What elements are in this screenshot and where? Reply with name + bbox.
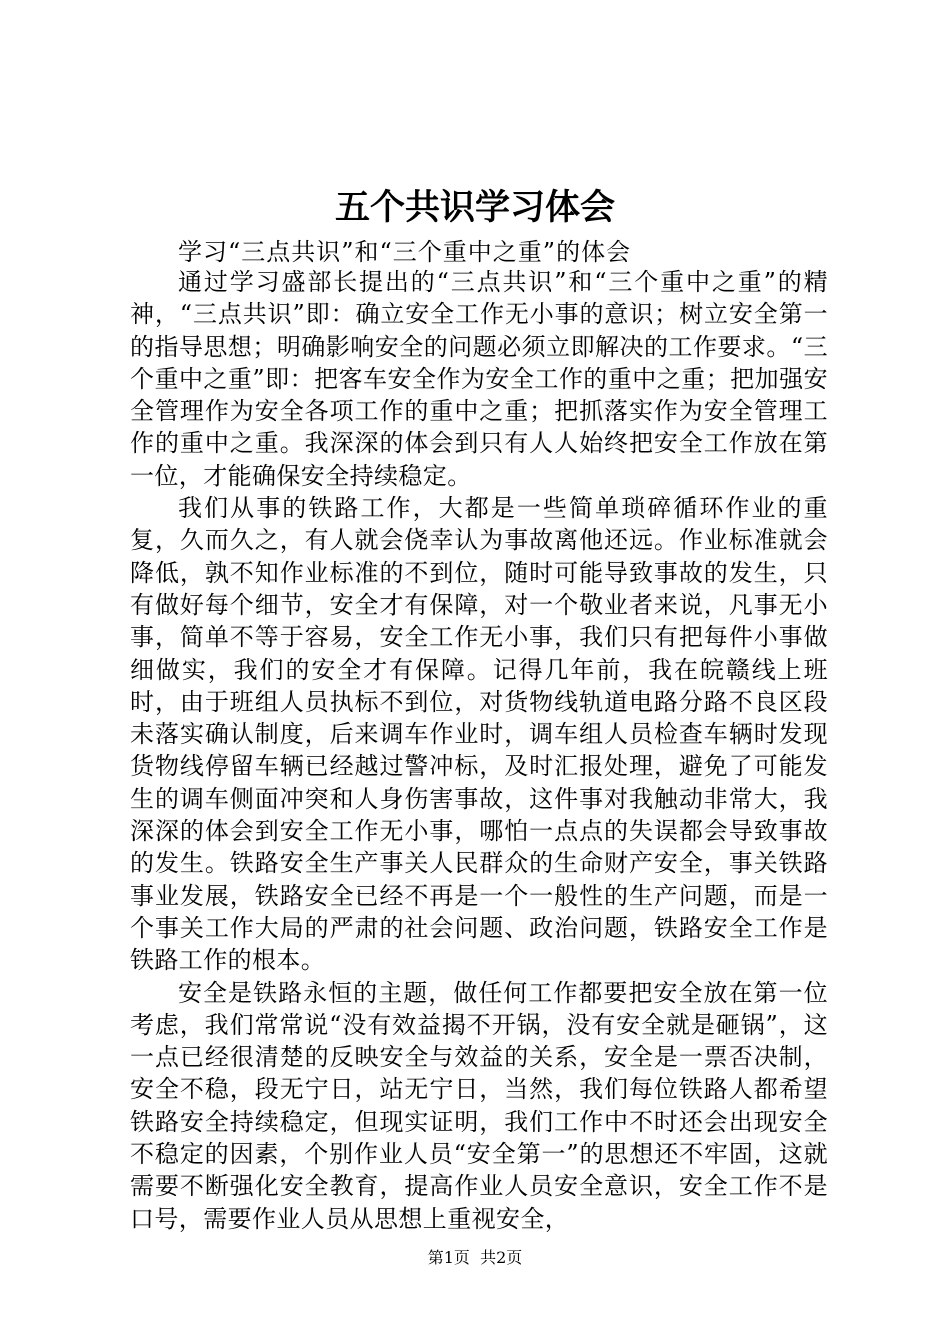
document-title: 五个共识学习体会 [334, 187, 615, 228]
paragraph: 通过学习盛部长提出的“三点共识”和“三个重中之重”的精神，“三点共识”即：确立安全工作无小事的意识；树立安全第一的指导思想；明确影响安全的问题必须立即解决的工作要求。“三个重中之重”即：把客车安全作为安全工作的重中之重；把加强安全管理作为安全各项工作的重中之重；把抓落实作为安全管理工作的重中之重。我深深的体会到只有人人始终把安全工作放在第一位，才能确保安全持续稳定。 [130, 268, 828, 490]
document-subtitle: 学习“三点共识”和“三个重中之重”的体会 [178, 238, 632, 266]
document-body [130, 266, 828, 1235]
paragraph: 我们从事的铁路工作，大都是一些简单琐碎循环作业的重复，久而久之，有人就会侥幸认为事故离他还远。作业标准就会降低，孰不知作业标准的不到位，随时可能导致事故的发生，只有做好每个细节，安全才有保障，对一个敬业者来说，凡事无小事，简单不等于容易，安全工作无小事，我们只有把每件小事做细做实，我们的安全才有保障。记得几年前，我在皖赣线上班时，由于班组人员执标不到位，对货物线轨道电路分路不良区段未落实确认制度，后来调车作业时，调车组人员检查车辆时发现货物线停留车辆已经越过警冲标，及时汇报处理，避免了可能发生的调车侧面冲突和人身伤害事故，这件事对我触动非常大，我深深的体会到安全工作无小事，哪怕一点点的失误都会导致事故的发生。铁路安全生产事关人民群众的生命财产安全，事关铁路事业发展，铁路安全已经不再是一个一般性的生产问题，而是一个事关工作大局的严肃的社会问题、政治问题，铁路安全工作是铁路工作的根本。 [130, 494, 828, 975]
page-number-footer: 第1页 共2页 [427, 1248, 523, 1267]
paragraph: 安全是铁路永恒的主题，做任何工作都要把安全放在第一位考虑，我们常常说“没有效益揭不开锅，没有安全就是砸锅”，这一点已经很清楚的反映安全与效益的关系，安全是一票否决制，安全不稳，段无宁日，站无宁日，当然，我们每位铁路人都希望铁路安全持续稳定，但现实证明，我们工作中不时还会出现安全不稳定的因素，个别作业人员“安全第一”的思想还不牢固，这就需要不断强化安全教育，提高作业人员安全意识，安全工作不是口号，需要作业人员从思想上重视安全， [130, 978, 828, 1233]
